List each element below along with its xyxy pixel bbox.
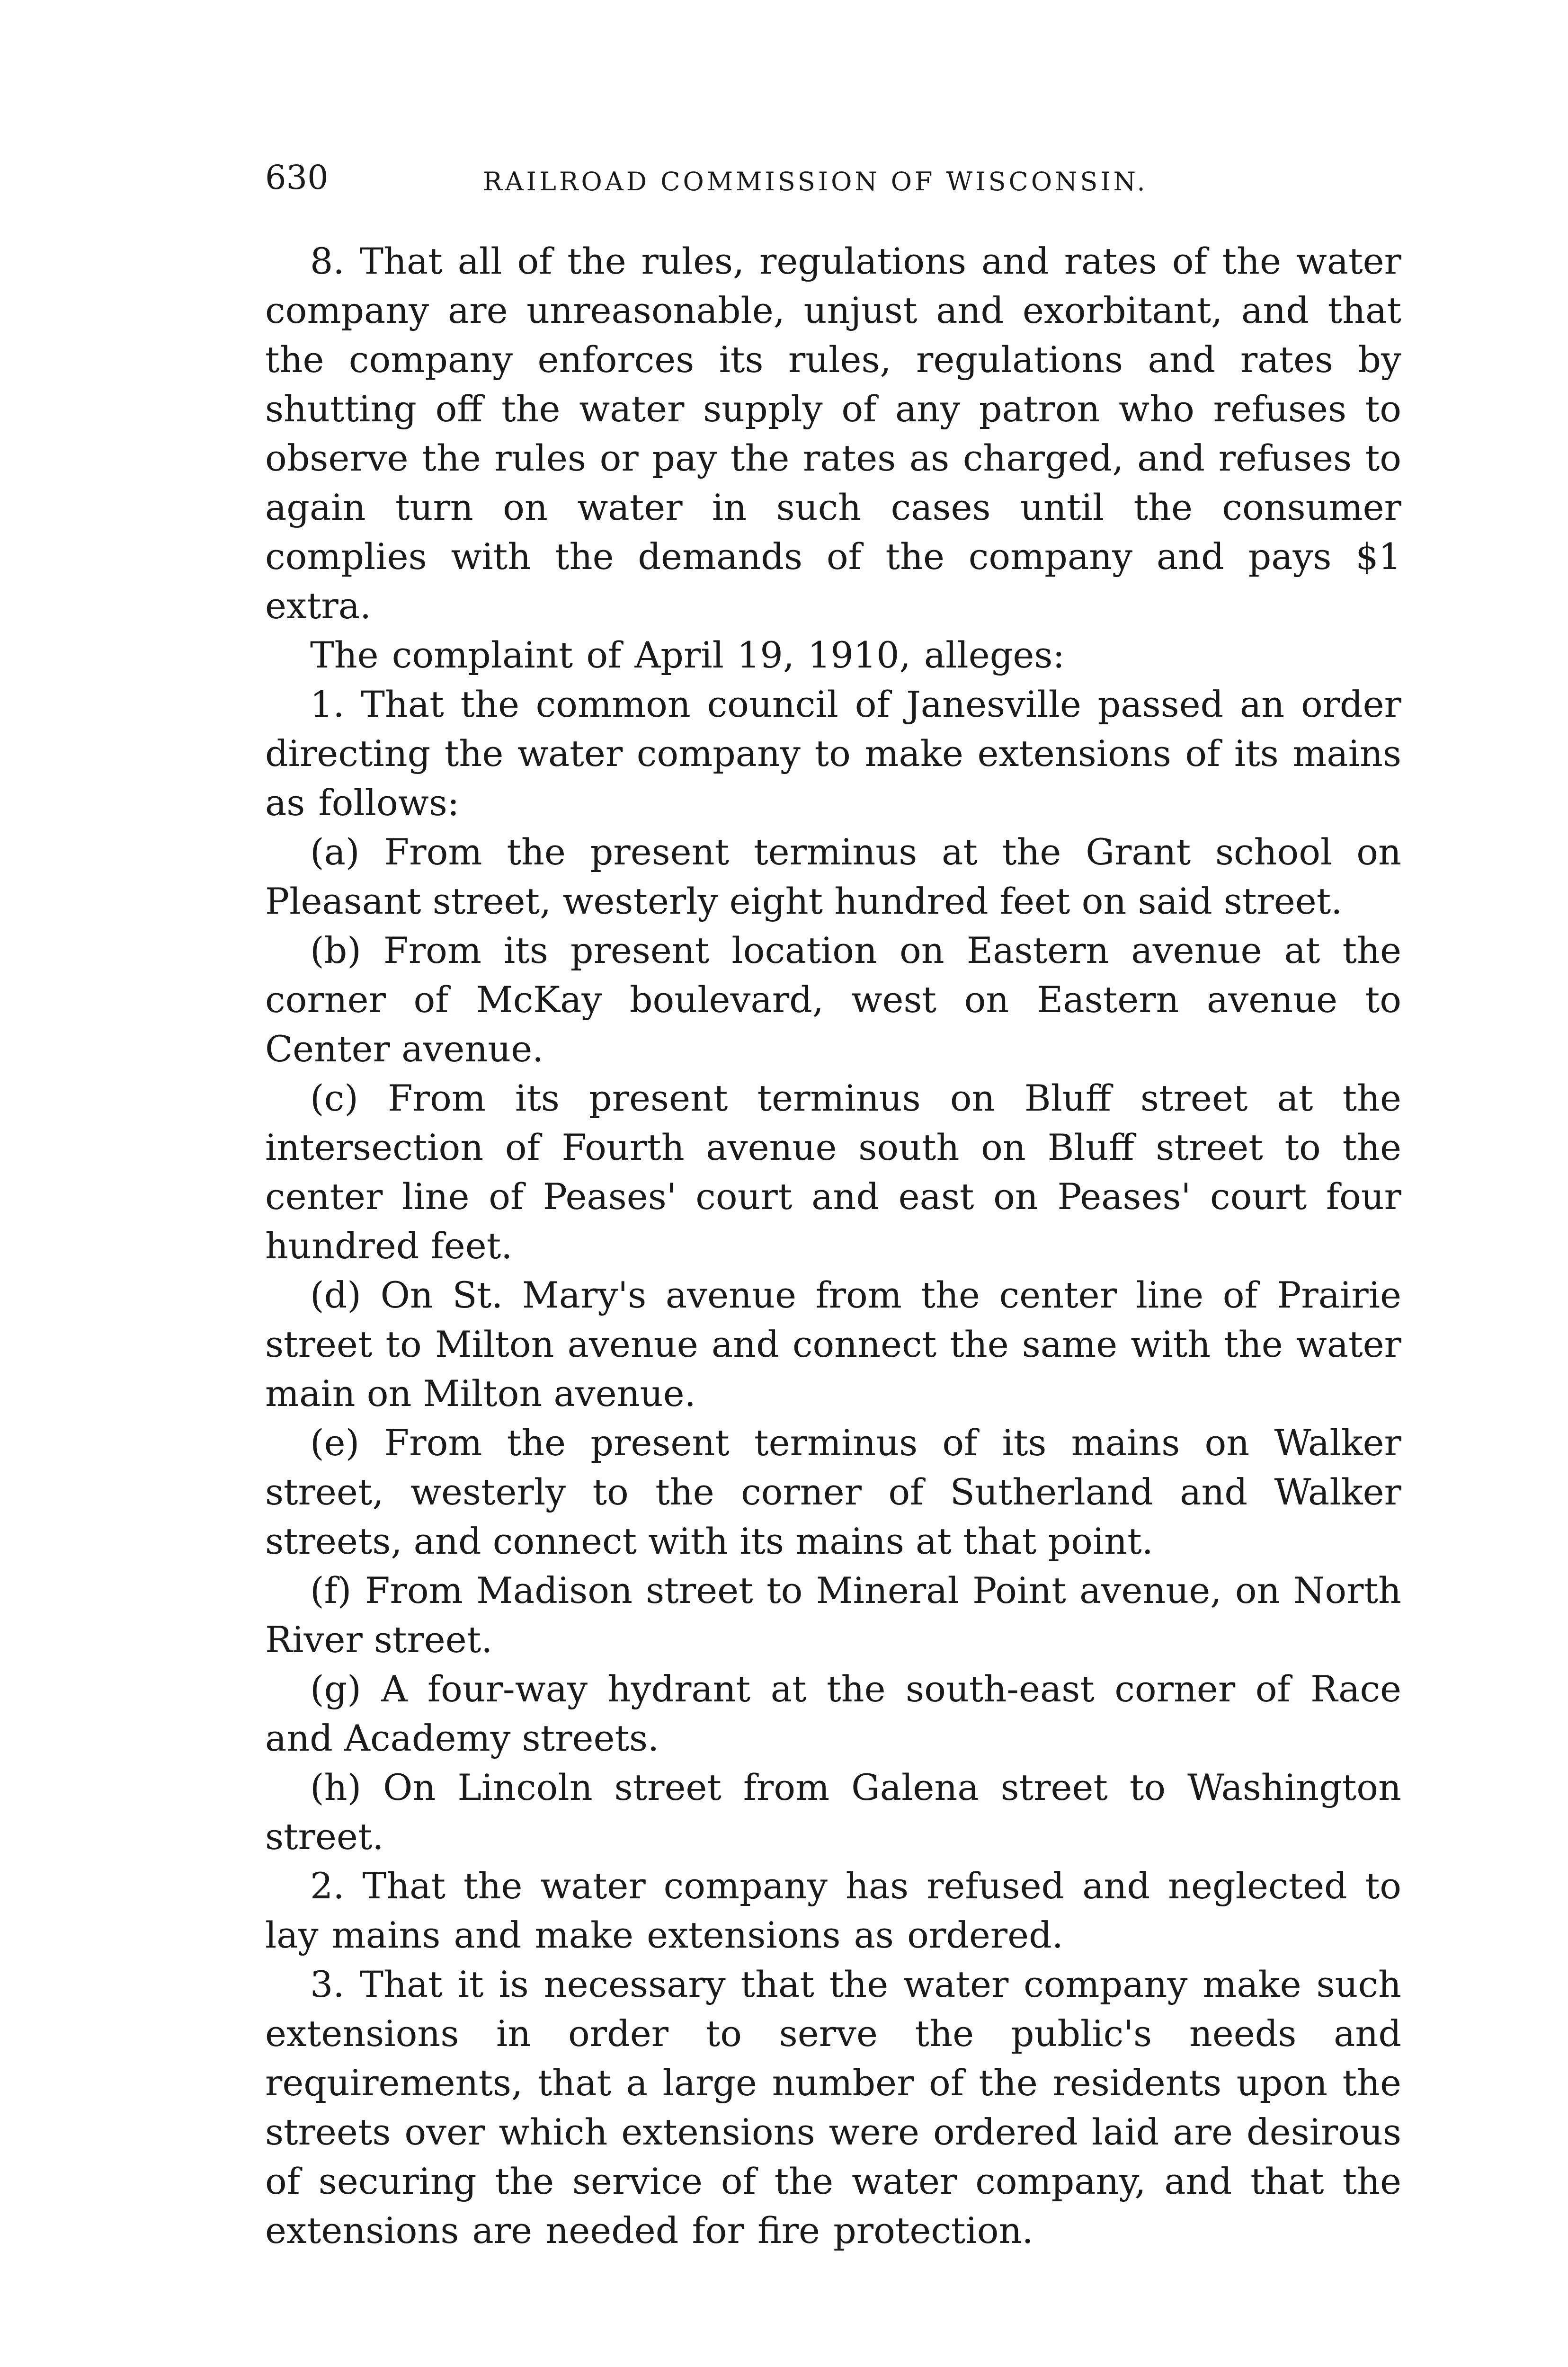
paragraph-1-council-order: 1. That the common council of Janesville passed an order directing the water company to make extensions of its mains as follows:: [265, 683, 1401, 824]
page-body: [265, 237, 1401, 2255]
list-item-e: (e) From the present terminus of its mains on Walker street, westerly to the corner of Sutherland and Walker streets, and connect with its mains at that point.: [265, 1422, 1401, 1562]
page-header: [265, 156, 1411, 208]
running-head: RAILROAD COMMISSION OF WISCONSIN.: [483, 167, 1148, 196]
list-item-a: (a) From the present terminus at the Grant school on Pleasant street, westerly eight hundred feet on said street.: [265, 831, 1401, 922]
list-item-d: (d) On St. Mary's avenue from the center line of Prairie street to Milton avenue and connect the same with the water main on Milton avenue.: [265, 1274, 1401, 1415]
paragraph-complaint-intro: The complaint of April 19, 1910, alleges:: [310, 634, 1065, 676]
list-item-f: (f) From Madison street to Mineral Point avenue, on North River street.: [265, 1569, 1401, 1661]
page-number: 630: [265, 158, 329, 197]
paragraph-8-rules: 8. That all of the rules, regulations and rates of the water company are unreasonable, unjust and exorbitant, and that the company enforces its rules, regulations and rates by shutting off the water supply of any patron who refuses to observe the rules or pay the rates as charged, and refuses to again turn on water in such cases until the consumer complies with the demands of the company and pays $1 extra.: [265, 240, 1401, 627]
paragraph-2-refused: 2. That the water company has refused and neglected to lay mains and make extensions as ordered.: [265, 1865, 1401, 1956]
list-item-g: (g) A four-way hydrant at the south-east corner of Race and Academy streets.: [265, 1668, 1401, 1759]
paragraph-3-necessary: 3. That it is necessary that the water company make such extensions in order to serve the public's needs and requirements, that a large number of the residents upon the streets over which extensions were ordered laid are desirous of securing the service of the water company, and that the extensions are needed for fire protection.: [265, 1963, 1401, 2251]
list-item-b: (b) From its present location on Eastern avenue at the corner of McKay boulevard, west on Eastern avenue to Center avenue.: [265, 929, 1401, 1070]
list-item-c: (c) From its present terminus on Bluff street at the intersection of Fourth avenue south on Bluff street to the center line of Peases' court and east on Peases' court four hundred feet.: [265, 1077, 1401, 1267]
list-item-h: (h) On Lincoln street from Galena street to Washington street.: [265, 1766, 1401, 1858]
